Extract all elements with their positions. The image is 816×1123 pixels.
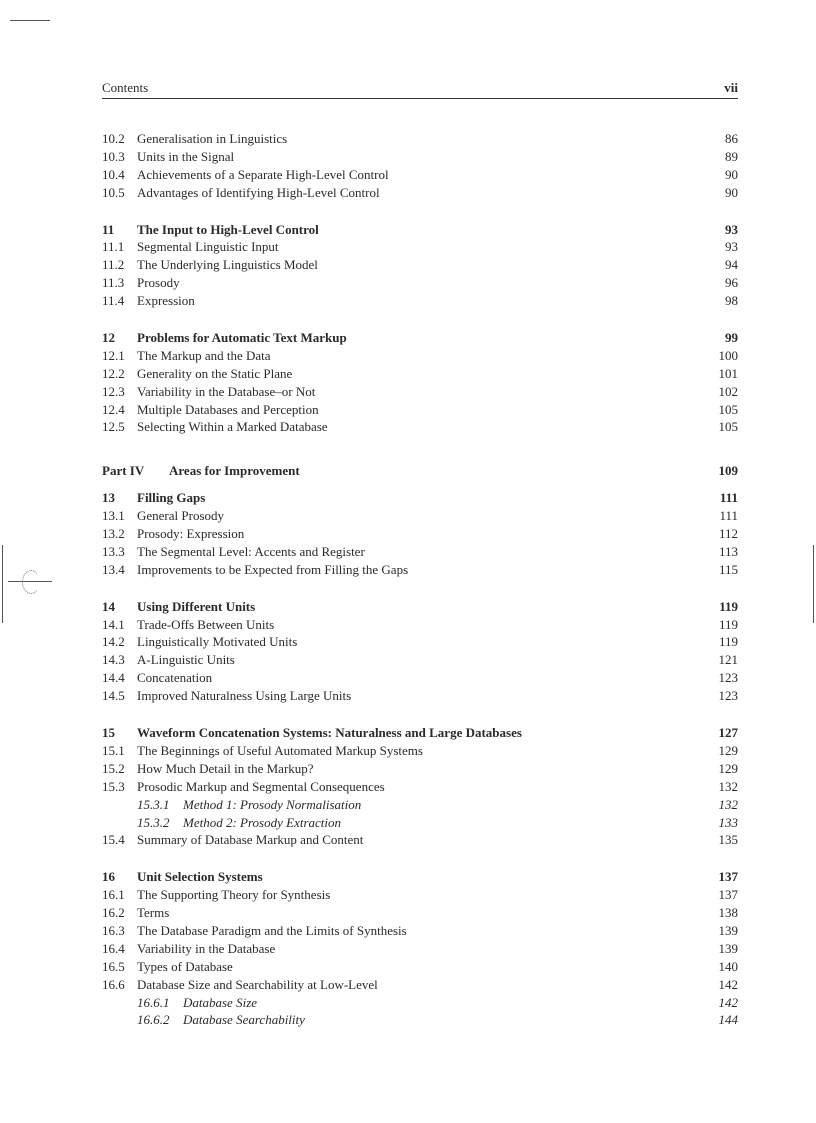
entry-title: Concatenation [137,670,213,686]
entry-title: Variability in the Database–or Not [137,383,316,399]
toc-entry [102,831,738,849]
toc-chapter [102,329,738,347]
chapter-number: 14 [102,598,115,614]
chapter-page: 99 [725,330,738,346]
entry-number: 16.4 [102,940,125,956]
subsection-title: Database Size [183,994,258,1010]
entry-title: Prosody [137,275,180,291]
table-of-contents [102,130,738,1029]
entry-title: Types of Database [137,958,233,974]
toc-entry [102,543,738,561]
entry-number: 16.3 [102,922,125,938]
entry-number: 12.4 [102,401,125,417]
entry-number: 14.1 [102,616,125,632]
entry-number: 14.3 [102,652,125,668]
chapter-page: 93 [725,221,738,237]
chapter-title: Using Different Units [137,598,256,614]
entry-title: The Segmental Level: Accents and Register [137,543,365,559]
toc-chapter [102,724,738,742]
chapter-title: Filling Gaps [137,490,206,506]
running-header-title: Contents [102,80,149,95]
chapter-number: 12 [102,330,115,346]
entry-page: 119 [718,634,738,650]
entry-title: Prosody: Expression [137,526,245,542]
toc-entry [102,184,738,202]
subsection-number: 16.6.2 [137,1012,170,1028]
subsection-number: 16.6.1 [137,994,170,1010]
toc-chapter [102,221,738,239]
entry-number: 15.2 [102,760,125,776]
entry-page: 144 [718,1012,738,1028]
toc-entry [102,418,738,436]
entry-number: 11.4 [102,293,125,309]
entry-number: 10.3 [102,148,125,164]
toc-entry [102,687,738,705]
entry-title: How Much Detail in the Markup? [137,760,314,776]
toc-entry [102,507,738,525]
entry-page: 115 [718,561,738,577]
toc-chapter [102,489,738,507]
toc-subsection [102,994,738,1012]
chapter-title: Waveform Concatenation Systems: Naturalness and Large Databases [137,725,522,741]
entry-number: 10.5 [102,184,125,200]
entry-number: 10.4 [102,166,125,182]
entry-page: 100 [718,347,738,363]
entry-title: The Beginnings of Useful Automated Markup Systems [137,742,423,758]
entry-number: 14.2 [102,634,125,650]
toc-entry [102,976,738,994]
entry-number: 12.2 [102,365,125,381]
toc-subsection [102,1011,738,1029]
chapter-number: 13 [102,490,115,506]
entry-number: 16.2 [102,905,125,921]
entry-page: 133 [718,814,738,830]
entry-title: Advantages of Identifying High-Level Control [137,184,380,200]
entry-page: 139 [718,940,738,956]
chapter-number: 16 [102,869,115,885]
entry-title: Variability in the Database [137,940,276,956]
chapter-page: 137 [718,869,738,885]
entry-title: Units in the Signal [137,148,235,164]
entry-page: 86 [725,131,738,146]
entry-page: 139 [718,922,738,938]
entry-number: 10.2 [102,131,125,146]
toc-entry [102,148,738,166]
chapter-title: Problems for Automatic Text Markup [137,330,347,346]
subsection-title: Method 2: Prosody Extraction [183,814,342,830]
part-number: Part IV [102,463,145,479]
crop-mark-left-vertical [2,545,3,623]
entry-title: Linguistically Motivated Units [137,634,298,650]
chapter-page: 127 [718,725,738,741]
entry-title: Database Size and Searchability at Low-Level [137,976,378,992]
entry-title: The Underlying Linguistics Model [137,257,318,273]
toc-entry [102,383,738,401]
entry-number: 13.3 [102,543,125,559]
subsection-title: Method 1: Prosody Normalisation [183,796,362,812]
toc-subsection [102,814,738,832]
toc-entry [102,651,738,669]
page-number: vii [724,80,738,95]
entry-page: 123 [718,688,738,704]
toc-subsection [102,796,738,814]
entry-title: The Database Paradigm and the Limits of Synthesis [137,922,407,938]
entry-title: Improvements to be Expected from Filling the Gaps [137,561,409,577]
toc-entry [102,633,738,651]
entry-number: 15.1 [102,742,125,758]
crop-mark-right-vertical [813,545,814,623]
toc-entry [102,365,738,383]
toc-entry [102,347,738,365]
toc-entry [102,274,738,292]
toc-entry [102,760,738,778]
chapter-number: 15 [102,725,115,741]
entry-title: Expression [137,293,195,309]
entry-number: 13.4 [102,561,125,577]
entry-page: 96 [725,275,738,291]
entry-page: 111 [719,508,738,524]
toc-chapter [102,868,738,886]
toc-entry [102,166,738,184]
entry-page: 132 [718,778,738,794]
entry-title: Trade-Offs Between Units [137,616,275,632]
subsection-title: Database Searchability [183,1012,305,1028]
toc-entry [102,130,738,148]
entry-title: General Prosody [137,508,225,524]
toc-entry [102,256,738,274]
entry-page: 90 [725,166,738,182]
chapter-number: 11 [102,221,115,237]
entry-title: Selecting Within a Marked Database [137,419,328,435]
chapter-page: 111 [719,490,738,506]
entry-title: The Supporting Theory for Synthesis [137,887,331,903]
entry-page: 138 [718,905,738,921]
entry-title: Prosodic Markup and Segmental Consequences [137,778,385,794]
entry-number: 11.1 [102,239,125,255]
toc-part [102,462,738,480]
entry-title: Summary of Database Markup and Content [137,832,364,848]
entry-number: 16.1 [102,887,125,903]
subsection-number: 15.3.2 [137,814,170,830]
entry-number: 15.4 [102,832,125,848]
entry-page: 105 [718,401,738,417]
entry-page: 142 [718,976,738,992]
entry-page: 129 [718,742,738,758]
entry-page: 119 [718,616,738,632]
registration-circle-left [22,570,40,594]
entry-page: 105 [718,419,738,435]
entry-number: 11.2 [102,257,125,273]
entry-title: Generalisation in Linguistics [137,131,288,146]
toc-entry [102,401,738,419]
toc-entry [102,616,738,634]
entry-title: A-Linguistic Units [137,652,235,668]
entry-page: 123 [718,670,738,686]
entry-title: Segmental Linguistic Input [137,239,279,255]
toc-entry [102,525,738,543]
entry-number: 14.4 [102,670,125,686]
entry-number: 15.3 [102,778,125,794]
entry-title: Terms [137,905,170,921]
entry-number: 13.1 [102,508,125,524]
toc-entry [102,669,738,687]
entry-page: 94 [725,257,738,273]
entry-number: 13.2 [102,526,125,542]
part-page: 109 [718,463,738,479]
toc-chapter [102,598,738,616]
entry-page: 93 [725,239,738,255]
crop-mark-top-left [10,20,50,21]
toc-entry [102,742,738,760]
entry-page: 112 [718,526,738,542]
entry-page: 121 [718,652,738,668]
entry-page: 142 [718,994,738,1010]
toc-entry [102,904,738,922]
entry-number: 12.3 [102,383,125,399]
entry-title: Multiple Databases and Perception [137,401,319,417]
entry-number: 14.5 [102,688,125,704]
entry-number: 12.5 [102,419,125,435]
entry-title: Generality on the Static Plane [137,365,293,381]
entry-page: 129 [718,760,738,776]
entry-page: 113 [718,543,738,559]
toc-entry [102,886,738,904]
entry-title: Improved Naturalness Using Large Units [137,688,352,704]
entry-title: Achievements of a Separate High-Level Control [137,166,389,182]
entry-page: 140 [718,958,738,974]
toc-entry [102,238,738,256]
toc-entry [102,940,738,958]
entry-page: 98 [725,293,738,309]
toc-entry [102,778,738,796]
entry-page: 137 [718,887,738,903]
entry-title: The Markup and the Data [137,347,271,363]
entry-page: 89 [725,148,738,164]
toc-entry [102,292,738,310]
chapter-title: Unit Selection Systems [137,869,263,885]
entry-page: 90 [725,184,738,200]
toc-entry [102,922,738,940]
part-title: Areas for Improvement [169,463,300,479]
entry-page: 132 [718,796,738,812]
toc-entry [102,561,738,579]
entry-number: 11.3 [102,275,125,291]
entry-number: 12.1 [102,347,125,363]
entry-page: 102 [718,383,738,399]
chapter-page: 119 [719,598,738,614]
chapter-title: The Input to High-Level Control [137,221,319,237]
subsection-number: 15.3.1 [137,796,170,812]
toc-entry [102,958,738,976]
entry-number: 16.5 [102,958,125,974]
entry-page: 135 [718,832,738,848]
running-header [102,79,738,99]
entry-number: 16.6 [102,976,125,992]
entry-page: 101 [718,365,738,381]
